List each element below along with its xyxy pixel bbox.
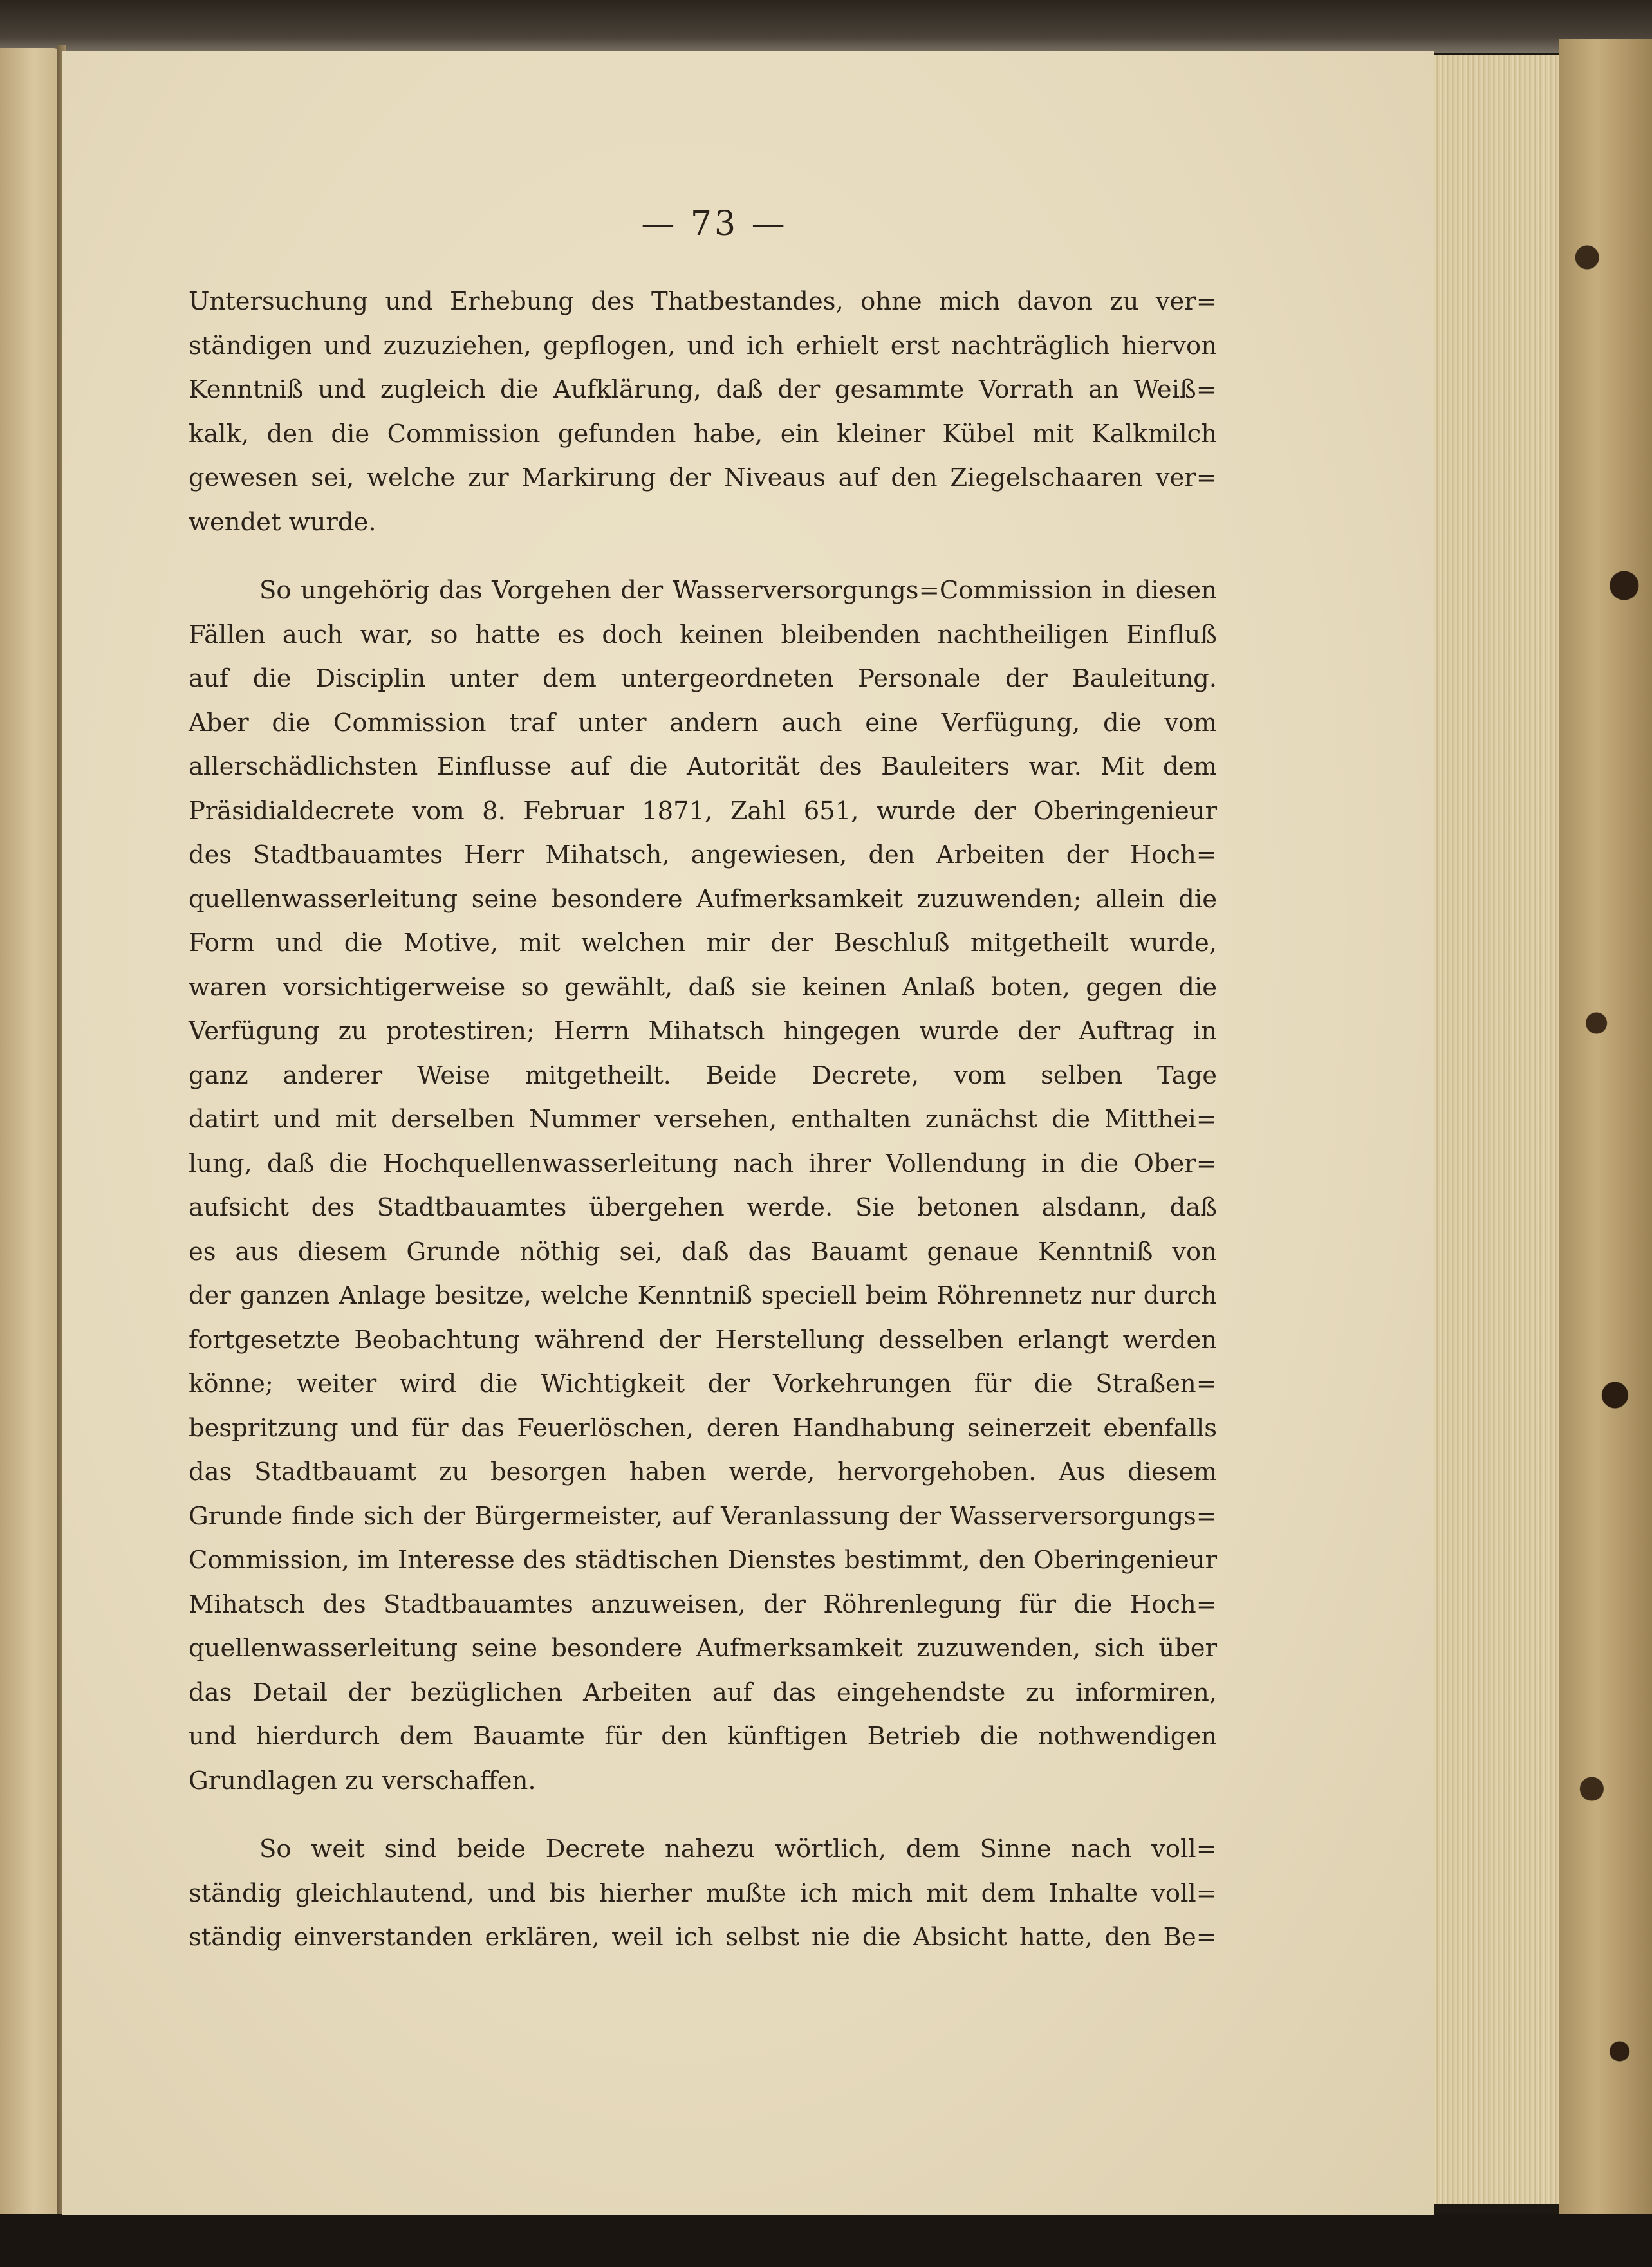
text-line: ganz anderer Weise mitgetheilt. Beide Decrete, vom selben Tage: [189, 1060, 1217, 1090]
text-line: quellenwasserleitung seine besondere Aufmerksamkeit zuzuwenden; allein die: [189, 884, 1217, 914]
paragraph-gap: [189, 1803, 1217, 1827]
body-text: [189, 280, 1217, 1960]
text-line: allerschädlichsten Einflusse auf die Autorität des Bauleiters war. Mit dem: [189, 752, 1217, 781]
text-line: Untersuchung und Erhebung des Thatbestandes, ohne mich davon zu ver=: [189, 287, 1217, 316]
text-line: ständig einverstanden erklären, weil ich selbst nie die Absicht hatte, den Be=: [189, 1923, 1217, 1952]
text-line: es aus diesem Grunde nöthig sei, daß das Bauamt genaue Kenntniß von: [189, 1237, 1217, 1266]
text-line: aufsicht des Stadtbauamtes übergehen werde. Sie betonen alsdann, daß: [189, 1193, 1217, 1222]
page-stack-edge: [1434, 55, 1559, 2204]
book-cover-board: [1559, 39, 1652, 2226]
text-line: das Stadtbauamt zu besorgen haben werde, hervorgehoben. Aus diesem: [189, 1457, 1217, 1486]
text-line: könne; weiter wird die Wichtigkeit der Vorkehrungen für die Straßen=: [189, 1369, 1217, 1398]
text-line: quellenwasserleitung seine besondere Aufmerksamkeit zuzuwenden, sich über: [189, 1634, 1217, 1663]
text-line: gewesen sei, welche zur Markirung der Niveaus auf den Ziegelschaaren ver=: [189, 463, 1217, 492]
text-line: ständig gleichlautend, und bis hierher mußte ich mich mit dem Inhalte voll=: [189, 1878, 1217, 1908]
paragraph-gap: [189, 544, 1217, 569]
text-line: So weit sind beide Decrete nahezu wörtlich, dem Sinne nach voll=: [259, 1835, 1217, 1864]
text-line: Grunde finde sich der Bürgermeister, auf Veranlassung der Wasserversorgungs=: [189, 1501, 1217, 1531]
text-line: wendet wurde.: [189, 507, 376, 537]
text-line: ständigen und zuzuziehen, gepflogen, und ich erhielt erst nachträglich hiervon: [189, 331, 1217, 360]
text-line: fortgesetzte Beobachtung während der Herstellung desselben erlangt werden: [189, 1325, 1217, 1355]
scan-bottom-edge: [0, 2214, 1652, 2267]
page-number: — 73 —: [641, 205, 788, 243]
text-line: Aber die Commission traf unter andern auch eine Verfügung, die vom: [189, 708, 1217, 737]
text-line: des Stadtbauamtes Herr Mihatsch, angewiesen, den Arbeiten der Hoch=: [189, 840, 1217, 869]
text-line: So ungehörig das Vorgehen der Wasserversorgungs=Commission in diesen: [259, 576, 1217, 605]
text-line: kalk, den die Commission gefunden habe, ein kleiner Kübel mit Kalkmilch: [189, 419, 1217, 449]
text-line: Fällen auch war, so hatte es doch keinen bleibenden nachtheiligen Einfluß: [189, 620, 1217, 649]
text-line: Kenntniß und zugleich die Aufklärung, daß der gesammte Vorrath an Weiß=: [189, 375, 1217, 404]
text-line: der ganzen Anlage besitze, welche Kenntniß speciell beim Röhrennetz nur durch: [189, 1281, 1217, 1310]
text-line: lung, daß die Hochquellenwasserleitung nach ihrer Vollendung in die Ober=: [189, 1149, 1217, 1178]
text-line: Mihatsch des Stadtbauamtes anzuweisen, der Röhrenlegung für die Hoch=: [189, 1589, 1217, 1619]
text-line: waren vorsichtigerweise so gewählt, daß sie keinen Anlaß boten, gegen die: [189, 972, 1217, 1002]
text-line: Form und die Motive, mit welchen mir der Beschluß mitgetheilt wurde,: [189, 929, 1217, 958]
scan-top-edge: [0, 0, 1652, 53]
text-line: das Detail der bezüglichen Arbeiten auf das eingehendste zu informiren,: [189, 1678, 1217, 1707]
text-line: Grundlagen zu verschaffen.: [189, 1766, 536, 1795]
text-line: und hierdurch dem Bauamte für den künftigen Betrieb die nothwendigen: [189, 1722, 1217, 1751]
text-line: Präsidialdecrete vom 8. Februar 1871, Zahl 651, wurde der Oberingenieur: [189, 796, 1217, 826]
text-line: auf die Disciplin unter dem untergeordneten Personale der Bauleitung.: [189, 664, 1217, 693]
text-line: Verfügung zu protestiren; Herrn Mihatsch hingegen wurde der Auftrag in: [189, 1017, 1217, 1046]
text-line: datirt und mit derselben Nummer versehen, enthalten zunächst die Mitthei=: [189, 1105, 1217, 1134]
text-line: Commission, im Interesse des städtischen Dienstes bestimmt, den Oberingenieur: [189, 1546, 1217, 1575]
previous-page-edge: [0, 48, 61, 2223]
text-line: bespritzung und für das Feuerlöschen, deren Handhabung seinerzeit ebenfalls: [189, 1413, 1217, 1443]
